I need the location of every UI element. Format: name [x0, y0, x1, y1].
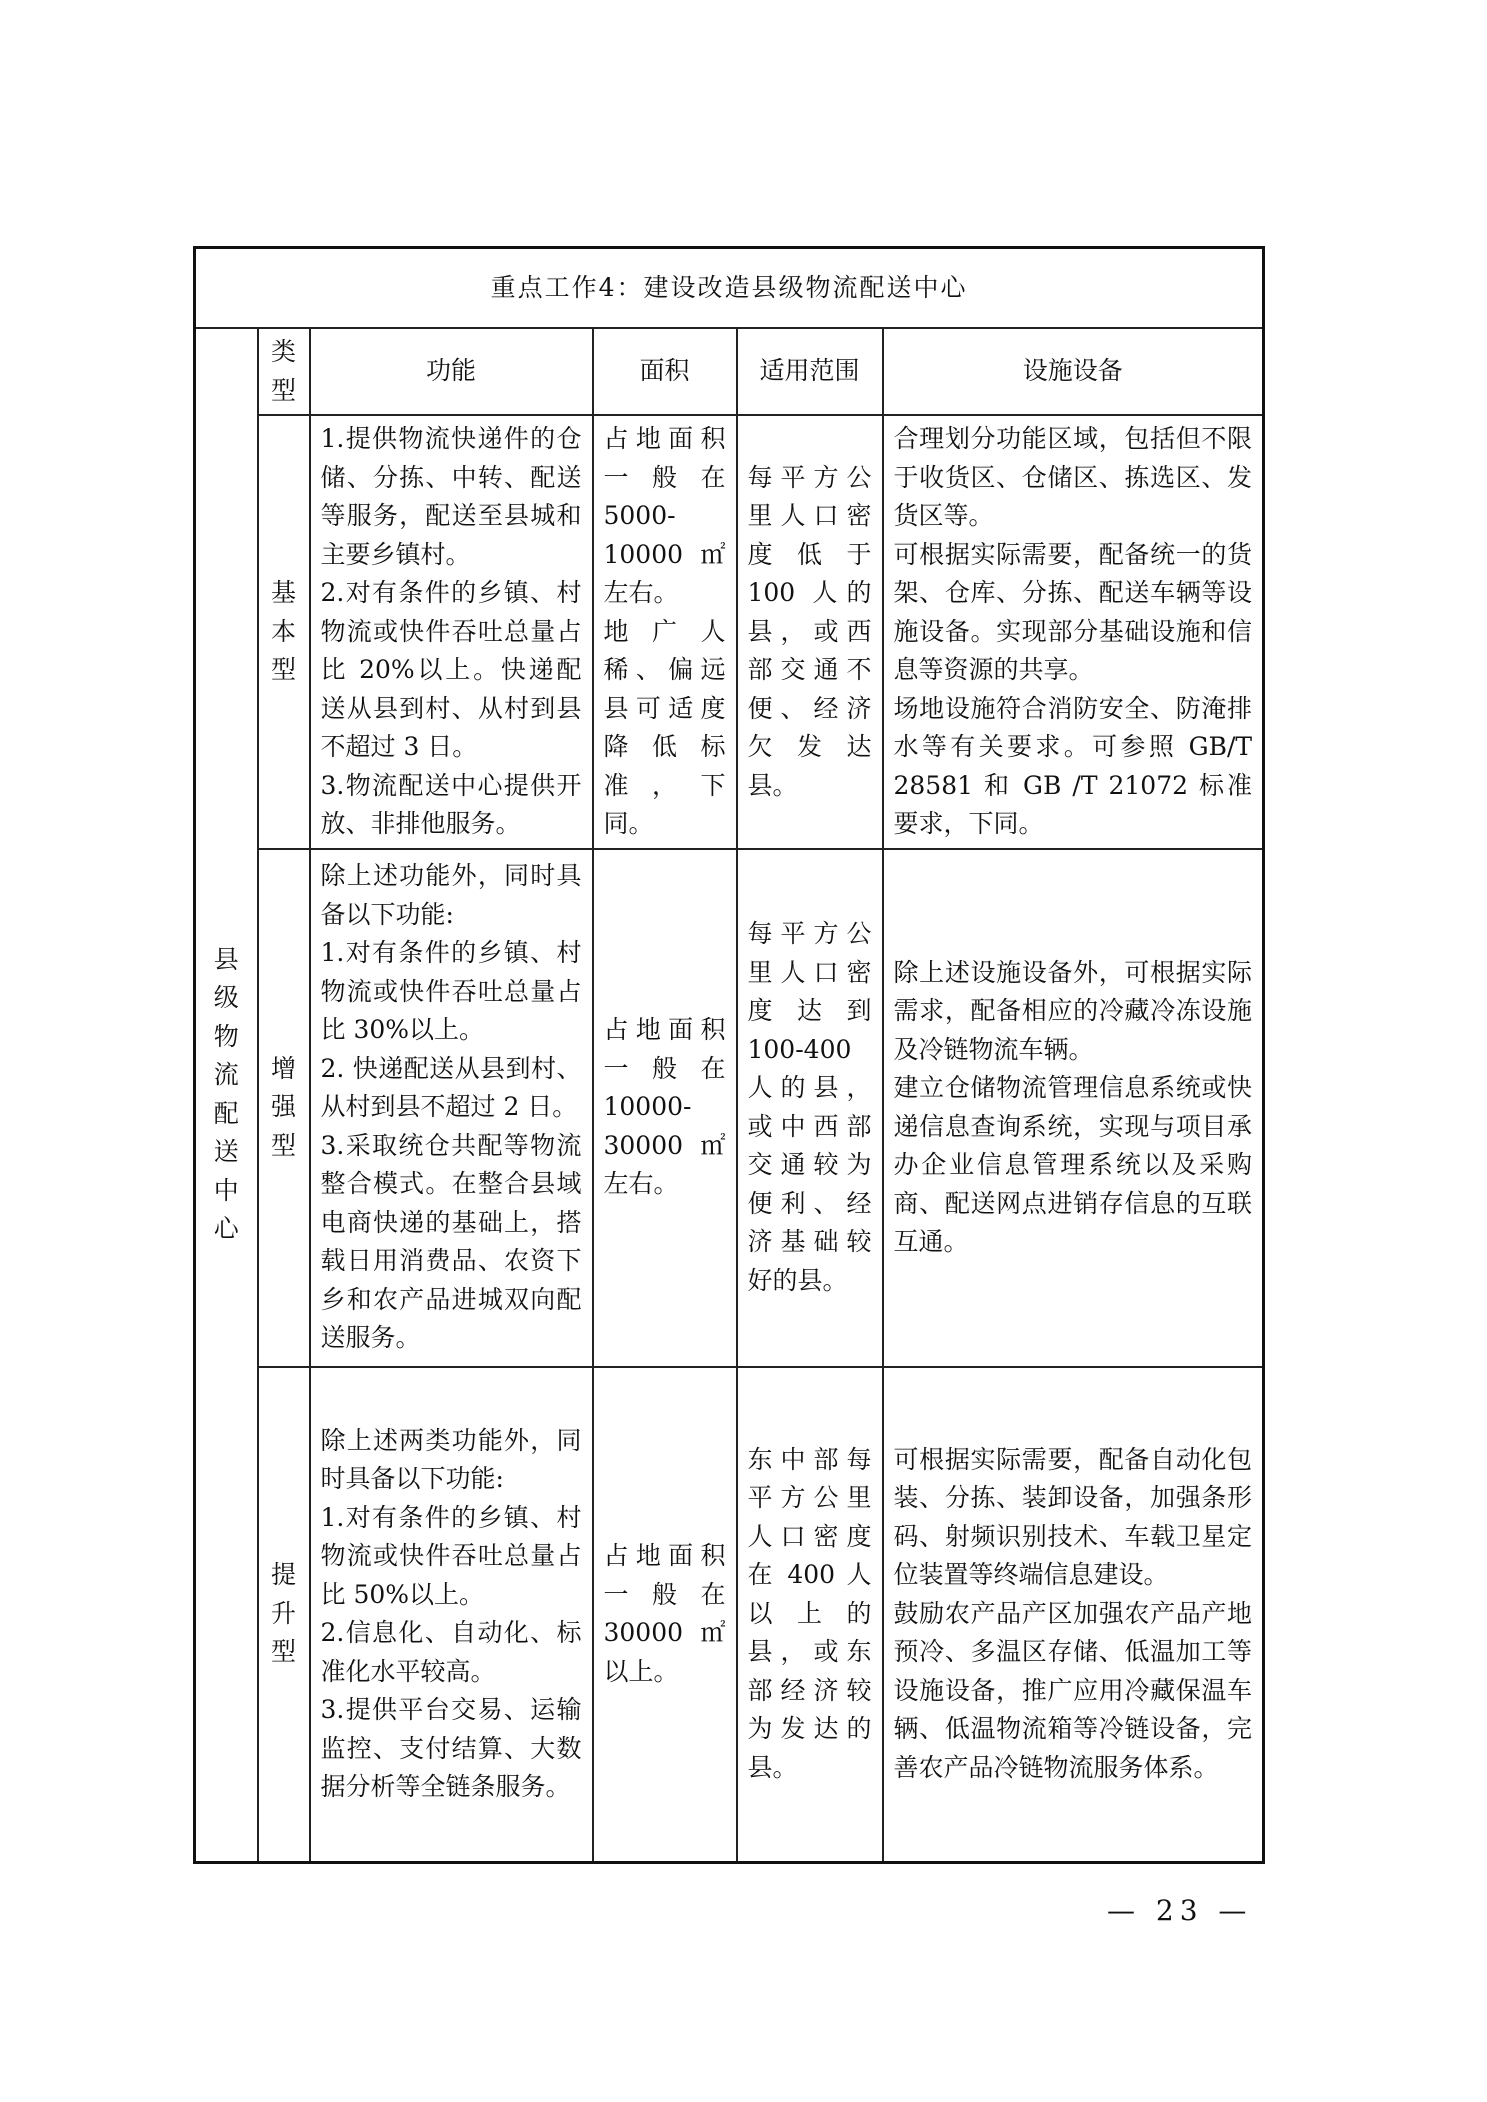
table-title: 重点工作4：建设改造县级物流配送中心 — [195, 248, 1264, 329]
table-row — [195, 849, 1264, 1367]
cell-paragraph: 2. 快递配送从县到村、从村到县不超过 2 日。 — [320, 1053, 582, 1122]
cell-paragraph: 东中部每平方公里人口密度在 400 人以上的县，或东部经济较为发达的县。 — [747, 1444, 872, 1782]
cell-paragraph: 1.对有条件的乡镇、村物流或快件吞吐总量占比 50%以上。 — [320, 1502, 582, 1609]
cell-paragraph: 每平方公里人口密度达到 100-400 人的县，或中西部交通较为便利、经济基础较好的县。 — [747, 919, 872, 1295]
type-cell: 基 本 型 — [258, 415, 310, 849]
cell-paragraph: 鼓励农产品产区加强农产品产地预冷、多温区存储、低温加工等设施设备，推广应用冷藏保温车辆、低温物流箱等冷链设备，完善农产品冷链物流服务体系。 — [893, 1598, 1253, 1782]
row-group-label-text: 县 级 物 流 配 送 中 心 — [213, 944, 239, 1244]
area-cell — [593, 415, 737, 849]
cell-paragraph: 2.对有条件的乡镇、村物流或快件吞吐总量占比 20%以上。快递配送从县到村、从村到县不超过 3 日。 — [320, 578, 582, 761]
header-area: 面积 — [593, 328, 737, 415]
header-function: 功能 — [310, 328, 593, 415]
cell-paragraph: 建立仓储物流管理信息系统或快递信息查询系统，实现与项目承办企业信息管理系统以及采购商、配送网点进销存信息的互联互通。 — [893, 1073, 1253, 1256]
cell-paragraph: 除上述两类功能外，同时具备以下功能: — [320, 1425, 582, 1493]
cell-paragraph: 场地设施符合消防安全、防淹排水等有关要求。可参照 GB/T 28581 和 GB /T 21072 标准要求，下同。 — [893, 693, 1253, 838]
scope-cell — [737, 415, 883, 849]
cell-paragraph: 3.采取统仓共配等物流整合模式。在整合县域电商快递的基础上，搭载日用消费品、农资下乡和农产品进城双向配送服务。 — [320, 1130, 582, 1353]
cell-paragraph: 2.信息化、自动化、标准化水平较高。 — [320, 1618, 582, 1686]
type-cell: 增 强 型 — [258, 849, 310, 1367]
cell-paragraph: 合理划分功能区域，包括但不限于收货区、仓储区、拣选区、发货区等。 — [893, 424, 1253, 530]
cell-paragraph: 地广人稀、偏远县可适度降低标准，下同。 — [603, 616, 726, 838]
header-scope: 适用范围 — [737, 328, 883, 415]
header-type: 类 型 — [258, 328, 310, 415]
facilities-cell — [883, 415, 1264, 849]
area-cell — [593, 1367, 737, 1863]
function-cell — [310, 1367, 593, 1863]
row-group-label — [195, 328, 258, 1862]
type-cell: 提 升 型 — [258, 1367, 310, 1863]
cell-paragraph: 3.物流配送中心提供开放、非排他服务。 — [320, 770, 582, 838]
cell-paragraph: 可根据实际需要，配备自动化包装、分拣、装卸设备，加强条形码、射频识别技术、车载卫星定位装置等终端信息建设。 — [893, 1444, 1253, 1590]
cell-paragraph: 除上述设施设备外，可根据实际需求，配备相应的冷藏冷冻设施及冷链物流车辆。 — [893, 957, 1253, 1064]
header-facilities: 设施设备 — [883, 328, 1264, 415]
logistics-center-table — [193, 246, 1265, 1864]
function-cell — [310, 415, 593, 849]
cell-paragraph: 1.对有条件的乡镇、村物流或快件吞吐总量占比 30%以上。 — [320, 938, 582, 1045]
cell-paragraph: 1.提供物流快递件的仓储、分拣、中转、配送等服务，配送至县城和主要乡镇村。 — [320, 424, 582, 569]
facilities-cell — [883, 849, 1264, 1367]
table-row — [195, 415, 1264, 849]
cell-paragraph: 占地面积一般在 5000-10000 ㎡左右。 — [603, 424, 726, 607]
scope-cell — [737, 1367, 883, 1863]
cell-paragraph: 占地面积一般在 10000-30000 ㎡左右。 — [603, 1015, 726, 1199]
cell-paragraph: 3.提供平台交易、运输监控、支付结算、大数据分析等全链条服务。 — [320, 1695, 582, 1801]
page-number: — 23 — — [1107, 1894, 1253, 1927]
facilities-cell — [883, 1367, 1264, 1863]
scope-cell — [737, 849, 883, 1367]
area-cell — [593, 849, 737, 1367]
function-cell — [310, 849, 593, 1367]
cell-paragraph: 占地面积一般在 30000 ㎡以上。 — [603, 1541, 726, 1686]
cell-paragraph: 除上述功能外，同时具备以下功能: — [320, 861, 582, 929]
cell-paragraph: 可根据实际需要，配备统一的货架、仓库、分拣、配送车辆等设施设备。实现部分基础设施和信息等资源的共享。 — [893, 539, 1253, 684]
table-row — [195, 1367, 1264, 1863]
cell-paragraph: 每平方公里人口密度低于 100 人的县，或西部交通不便、经济欠发达县。 — [747, 462, 872, 800]
